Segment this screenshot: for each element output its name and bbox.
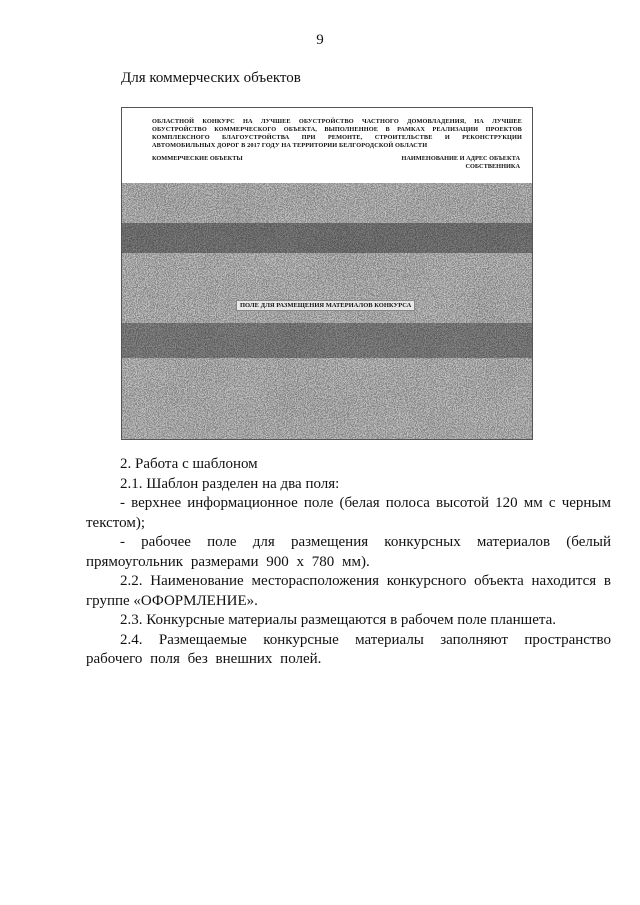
- paragraph-2-2: 2.2. Наименование месторасположения конкурсного объекта находится в группе «ОФОРМЛЕНИЕ».: [86, 573, 611, 609]
- paragraph-heading: 2. Работа с шаблоном: [120, 456, 258, 472]
- section-caption: Для коммерческих объектов: [121, 70, 301, 86]
- template-title: ОБЛАСТНОЙ КОНКУРС НА ЛУЧШЕЕ ОБУСТРОЙСТВО ЧАСТНОГО ДОМОВЛАДЕНИЯ, НА ЛУЧШЕЕ ОБУСТРОЙСТВО КОММЕРЧЕСКОГО ОБЪЕКТА, ВЫПОЛНЕННОЕ В РАМКАХ РЕАЛИЗАЦИИ ПРОЕКТОВ КОМПЛЕКСНОГО БЛАГОУСТРОЙСТВА ПРИ РЕМОНТЕ, СТРОИТЕЛЬСТВЕ И РЕКОНСТРУКЦИИ АВТОМОБИЛЬНЫХ ДОРОГ В 2017 ГОДУ НА ТЕРРИТОРИИ БЕЛГОРОДСКОЙ ОБЛАСТИ: [152, 118, 522, 149]
- paragraph-2-3: 2.3. Конкурсные материалы размещаются в рабочем поле планшета.: [120, 612, 557, 628]
- info-strip: [122, 108, 532, 183]
- body-text: [86, 455, 611, 670]
- paragraph-top-field: - верхнее информационное поле (белая полоса высотой 120 мм с черным текстом);: [86, 495, 611, 531]
- paragraph-work-field: - рабочее поле для размещения конкурсных материалов (белый прямоугольник размерами 900 х 780 мм).: [86, 534, 611, 570]
- template-right-label: НАИМЕНОВАНИЕ И АДРЕС ОБЪЕКТА СОБСТВЕННИКА: [401, 155, 520, 170]
- work-field-label: ПОЛЕ ДЛЯ РАЗМЕЩЕНИЯ МАТЕРИАЛОВ КОНКУРСА: [236, 300, 415, 311]
- template-illustration: [121, 107, 533, 440]
- template-left-label: КОММЕРЧЕСКИЕ ОБЪЕКТЫ: [152, 155, 243, 162]
- work-field: [122, 183, 532, 439]
- noise-texture: [122, 183, 532, 439]
- paragraph-2-4: 2.4. Размещаемые конкурсные материалы заполняют пространство рабочего поля без внешних полей.: [86, 631, 611, 667]
- page-number: 9: [316, 32, 324, 48]
- paragraph-2-1: 2.1. Шаблон разделен на два поля:: [120, 475, 340, 492]
